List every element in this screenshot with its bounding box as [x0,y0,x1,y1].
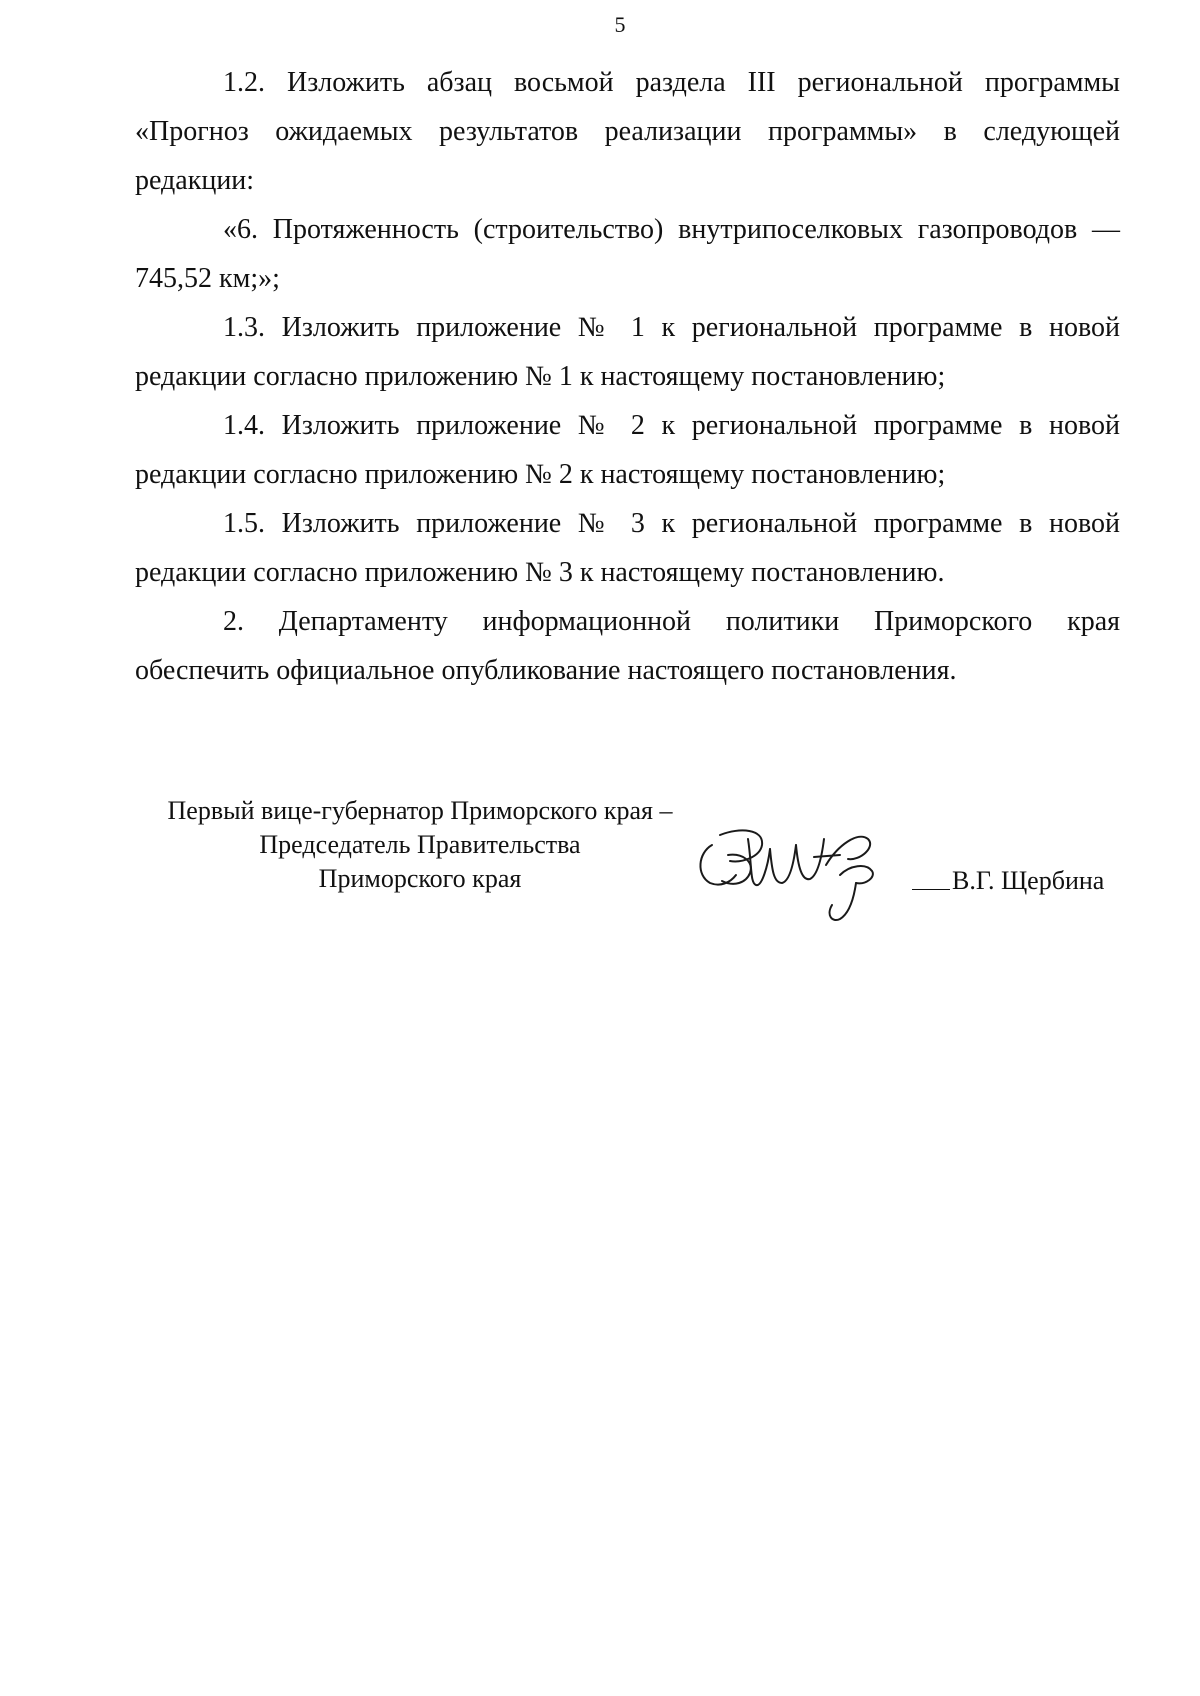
handwritten-signature [690,805,920,925]
signatory-title [130,794,710,896]
paragraph-2: 2. Департаменту информационной политики Приморского края обеспечить официальное опубликование настоящего постановления. [135,606,1120,686]
signatory-title-line-1: Первый вице-губернатор Приморского края – [167,796,673,825]
paragraph-1-4: 1.4. Изложить приложение № 2 к региональной программе в новой редакции согласно приложению № 2 к настоящему постановлению; [135,410,1120,490]
document-body [135,58,1120,695]
paragraph-1-5: 1.5. Изложить приложение № 3 к региональной программе в новой редакции согласно приложению № 3 к настоящему постановлению. [135,508,1120,588]
paragraph-1-3: 1.3. Изложить приложение № 1 к региональной программе в новой редакции согласно приложению № 1 к настоящему постановлению; [135,312,1120,392]
paragraph-quote-6: «6. Протяженность (строительство) внутрипоселковых газопроводов — 745,52 км;»; [135,214,1120,294]
page-number: 5 [614,12,626,37]
paragraph-1-2: 1.2. Изложить абзац восьмой раздела III региональной программы «Прогноз ожидаемых результатов реализации программы» в следующей редакции: [135,67,1120,196]
signatory-title-line-2: Председатель Правительства [259,830,581,859]
signatory-name: В.Г. Щербина [912,866,1104,896]
signatory-title-line-3: Приморского края [318,864,522,893]
